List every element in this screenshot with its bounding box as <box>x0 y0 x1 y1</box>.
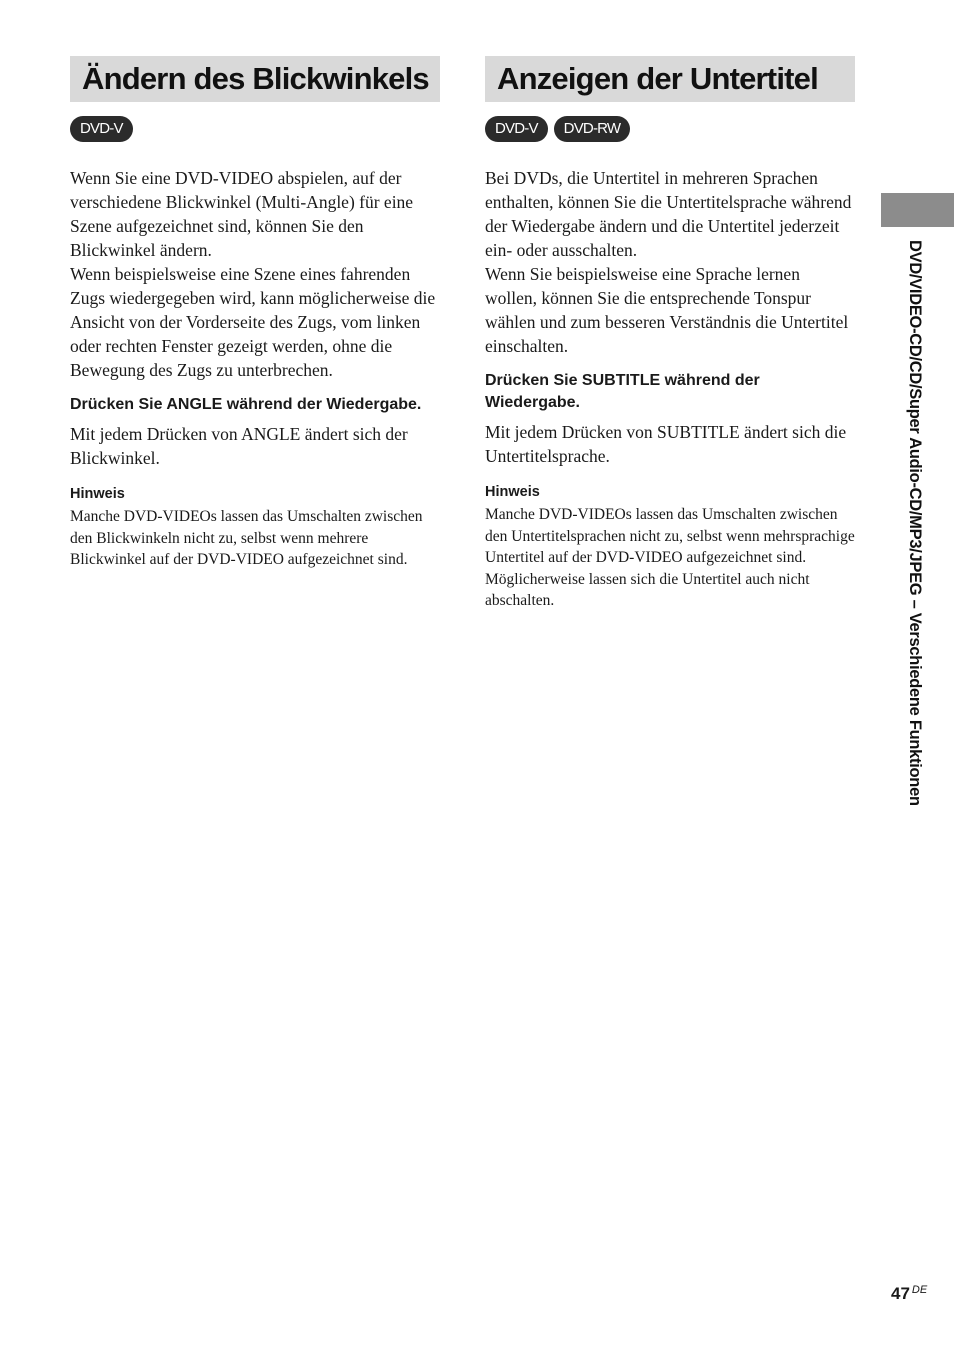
paragraph: Wenn Sie eine DVD-VIDEO abspielen, auf der verschiedene Blickwinkel (Multi-Angle) für eine Szene aufgezeichnet sind, können Sie den Blickwinkel ändern. <box>70 168 414 260</box>
note-text: Manche DVD-VIDEOs lassen das Umschalten zwischen den Blickwinkeln nicht zu, selbst wenn mehrere Blickwinkel auf der DVD-VIDEO aufgezeichnet sind. <box>70 508 423 568</box>
instruction: Drücken Sie ANGLE während der Wiedergabe. <box>70 396 422 413</box>
section-change-angle <box>70 56 440 571</box>
page-language-code: DE <box>911 1284 928 1296</box>
disc-type-badges <box>70 116 440 142</box>
note-text: Manche DVD-VIDEOs lassen das Umschalten zwischen den Untertitelsprachen nicht zu, selbst wenn mehrsprachige Untertitel auf der DVD-VIDEO aufgezeichnet sind. Möglicherweise lassen sich die Untertitel auch nicht abschalten. <box>485 506 855 609</box>
chapter-side-label: DVD/VIDEO-CD/CD/Super Audio-CD/MP3/JPEG – Verschiedene Funktionen <box>906 240 924 806</box>
body-text <box>485 166 855 358</box>
note-title: Hinweis <box>70 486 125 502</box>
section-heading: Ändern des Blickwinkels <box>70 56 440 102</box>
badge-dvd-v: DVD-V <box>70 116 133 142</box>
instruction: Drücken Sie SUBTITLE während der Wiedergabe. <box>485 372 760 411</box>
body-text <box>70 166 440 382</box>
chapter-tab-marker <box>881 193 954 227</box>
paragraph: Wenn beispielsweise eine Szene eines fahrenden Zugs wiedergegeben wird, kann möglicherweise die Ansicht von der Vorderseite des Zugs, vom linken oder rechten Fenster gezeigt werden, ohne die Bewegung des Zugs zu unterbrechen. <box>70 264 436 380</box>
paragraph: Wenn Sie beispielsweise eine Sprache lernen wollen, können Sie die entsprechende Tonspur wählen und zum besseren Verständnis die Untertitel einschalten. <box>485 264 849 356</box>
paragraph: Bei DVDs, die Untertitel in mehreren Sprachen enthalten, können Sie die Untertitelsprache während der Wiedergabe ändern und die Untertitel jederzeit ein- oder ausschalten. <box>485 168 852 260</box>
section-subtitles <box>485 56 855 612</box>
page-number <box>891 1284 927 1304</box>
badge-dvd-rw: DVD-RW <box>554 116 631 142</box>
note-title: Hinweis <box>485 484 540 500</box>
badge-dvd-v: DVD-V <box>485 116 548 142</box>
result-text: Mit jedem Drücken von ANGLE ändert sich der Blickwinkel. <box>70 424 408 468</box>
disc-type-badges <box>485 116 855 142</box>
result-text: Mit jedem Drücken von SUBTITLE ändert sich die Untertitelsprache. <box>485 422 847 466</box>
section-heading: Anzeigen der Untertitel <box>485 56 855 102</box>
page-number-value: 47 <box>891 1284 910 1303</box>
